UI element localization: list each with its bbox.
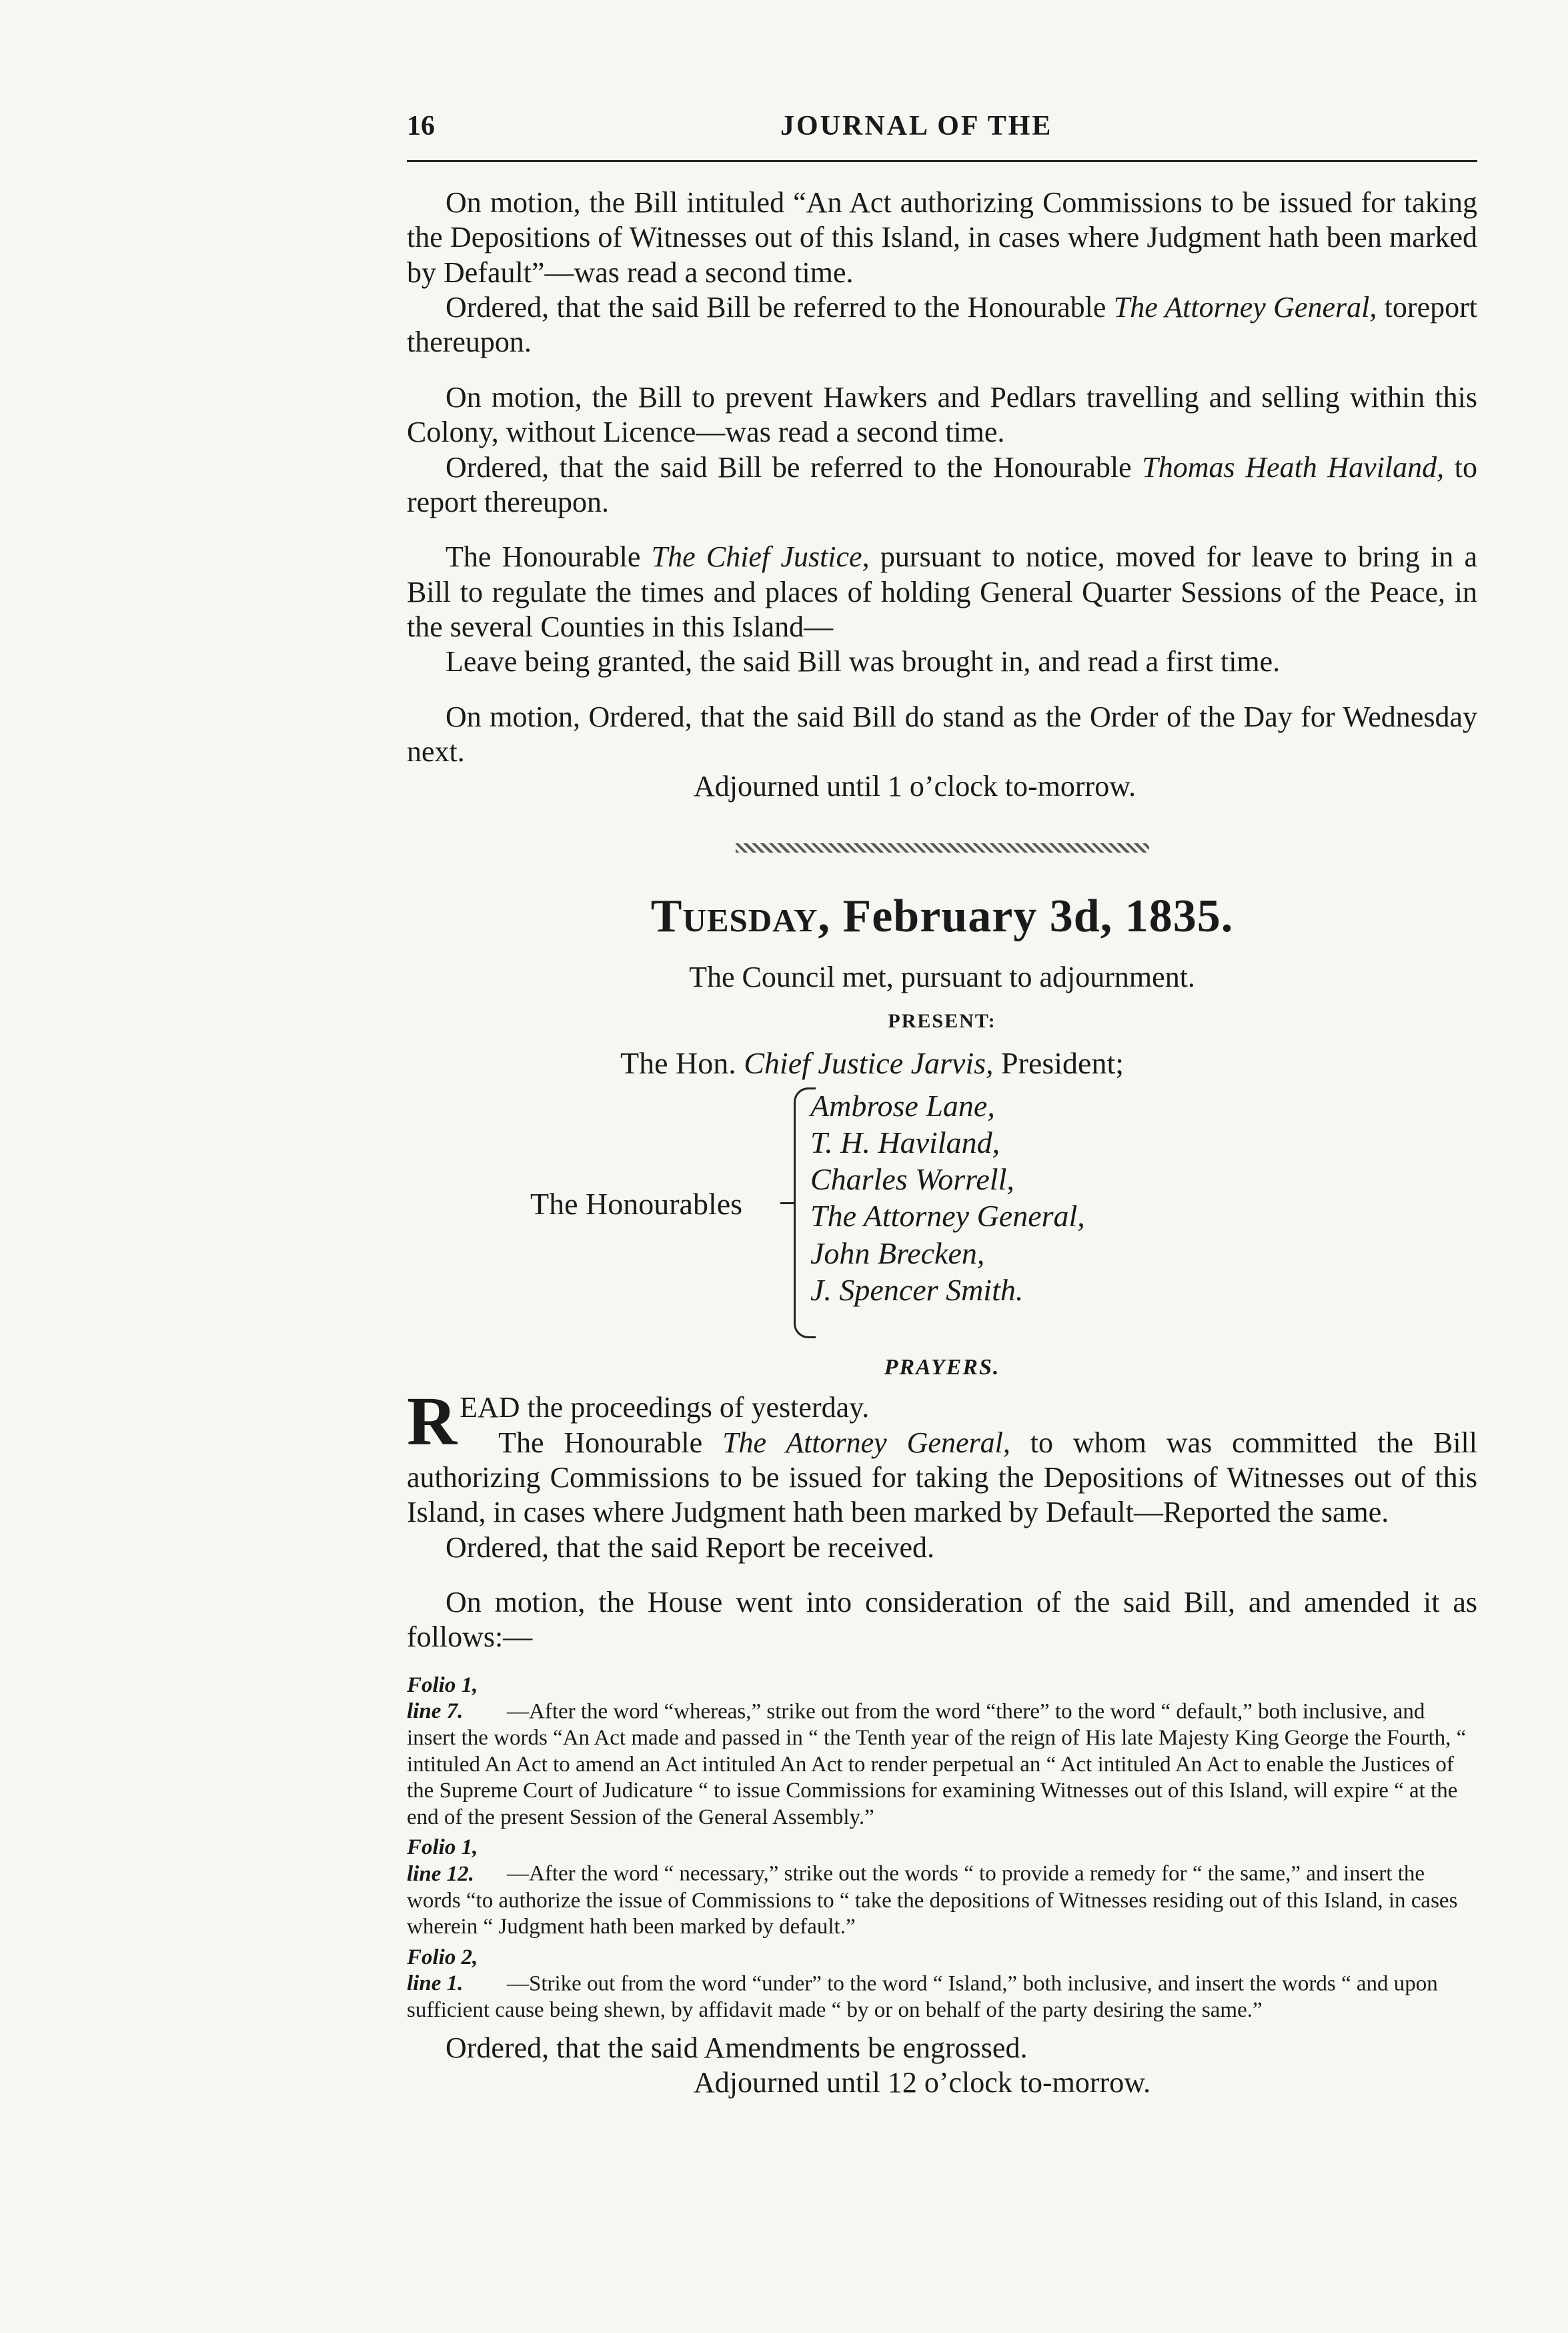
paragraph-consideration: On motion, the House went into consideration of the said Bill, and amended it as follows:—: [407, 1586, 1477, 1654]
member-name: T. H. Haviland,: [810, 1125, 1000, 1160]
amendment-label: Folio 2, line 1.: [407, 1945, 478, 1996]
president-line: The Hon. Chief Justice Jarvis, President;: [620, 1046, 1124, 1081]
amendment-item: [407, 1835, 1477, 1940]
section-divider: [736, 843, 1149, 853]
member-name: The Attorney General,: [810, 1199, 1085, 1234]
adjournment-1: Adjourned until 1 o’clock to-morrow.: [694, 770, 1136, 803]
paragraph-chief-justice-motion: The Honourable The Chief Justice, pursuant to notice, moved for leave to bring in a Bill to regulate the times and places of holding General Quarter Sessions of the Peace, in the several Counties in this Island—: [407, 540, 1477, 643]
present-label: PRESENT:: [888, 1010, 996, 1033]
amendment-label: Folio 1, line 7.: [407, 1673, 478, 1724]
honourables-block: [407, 1087, 1477, 1341]
amendment-label: Folio 1, line 12.: [407, 1835, 478, 1886]
paragraph-referred-haviland: Ordered, that the said Bill be referred to the Honourable Thomas Heath Haviland, to report thereupon.: [407, 450, 1477, 518]
member-name: John Brecken,: [810, 1236, 985, 1270]
paragraph-order-of-day: On motion, Ordered, that the said Bill do stand as the Order of the Day for Wednesday next.: [407, 700, 1477, 769]
amendment-text: —After the word “ necessary,” strike out the words “ to provide a remedy for “ the same,” and insert the words “to authorize the issue of Commissions to “ take the depositions of Witnesses residing out of this Island, in cases wherein “ Judgment hath been marked by default.”: [407, 1861, 1458, 1939]
honourables-list: [810, 1087, 1085, 1308]
adjournment-2: Adjourned until 12 o’clock to-morrow.: [694, 2065, 1151, 2099]
brace-tip: [780, 1202, 795, 1204]
paragraph-engrossed: Ordered, that the said Amendments be engrossed.: [446, 2031, 1028, 2064]
amendment-text: —Strike out from the word “under” to the word “ Island,” both inclusive, and insert the words “ and upon sufficient cause being shewn, by affidavit made “ by or on behalf of the party desiring the same.”: [407, 1971, 1438, 2022]
page-body: [407, 185, 1477, 2100]
header-rule: [407, 160, 1477, 162]
prayers-heading: PRAYERS.: [884, 1354, 1000, 1380]
running-head: JOURNAL OF THE: [780, 111, 1053, 141]
paragraph-leave-granted: Leave being granted, the said Bill was brought in, and read a first time.: [446, 645, 1281, 678]
honourables-label: The Honourables: [530, 1186, 743, 1221]
paragraph-report-received: Ordered, that the said Report be received.: [446, 1530, 935, 1564]
amendments-list: [407, 1673, 1477, 2024]
paragraph-bill-second-reading: On motion, the Bill intituled “An Act authorizing Commissions to be issued for taking the Depositions of Witnesses out of this Island, in cases where Judgment hath been marked by Default”—was read a second time.: [407, 186, 1477, 289]
amendment-item: [407, 1673, 1477, 1831]
page-header: [407, 110, 1474, 157]
amendment-item: [407, 1945, 1477, 2024]
amendment-text: —After the word “whereas,” strike out from the word “there” to the word “ default,” both inclusive, and insert the words “An Act made and passed in “ the Tenth year of the reign of His late Majesty King George the Fourth, “ intituled An Act to amend an Act intituled An Act to render perpetual an “ Act intituled An Act to enable the Justices of the Supreme Court of Judicature “ to issue Commissions for examining Witnesses out of this Island, will expire “ at the end of the present Session of the General Assembly.”: [407, 1699, 1467, 1829]
paragraph-read-proceedings: READ the proceedings of yesterday. The Honourable The Attorney General, to whom was committed the Bill authorizing Commissions to be issued for taking the Depositions of Witnesses out of this Island, in cases where Judgment hath been marked by Default—Reported the same.: [407, 1383, 1477, 1529]
member-name: Charles Worrell,: [810, 1162, 1014, 1197]
member-name: Ambrose Lane,: [810, 1088, 995, 1123]
council-met-line: The Council met, pursuant to adjournment.: [689, 961, 1195, 994]
drop-cap: R: [407, 1383, 458, 1460]
date-heading: Tuesday, February 3d, 1835.: [650, 890, 1234, 942]
paragraph-hawkers-bill: On motion, the Bill to prevent Hawkers and Pedlars travelling and selling within this Colony, without Licence—was read a second time.: [407, 380, 1477, 449]
member-name: J. Spencer Smith.: [810, 1272, 1024, 1307]
page-number: 16: [407, 111, 435, 141]
paragraph-referred-attorney: Ordered, that the said Bill be referred to the Honourable The Attorney General, toreport thereupon.: [407, 291, 1477, 359]
